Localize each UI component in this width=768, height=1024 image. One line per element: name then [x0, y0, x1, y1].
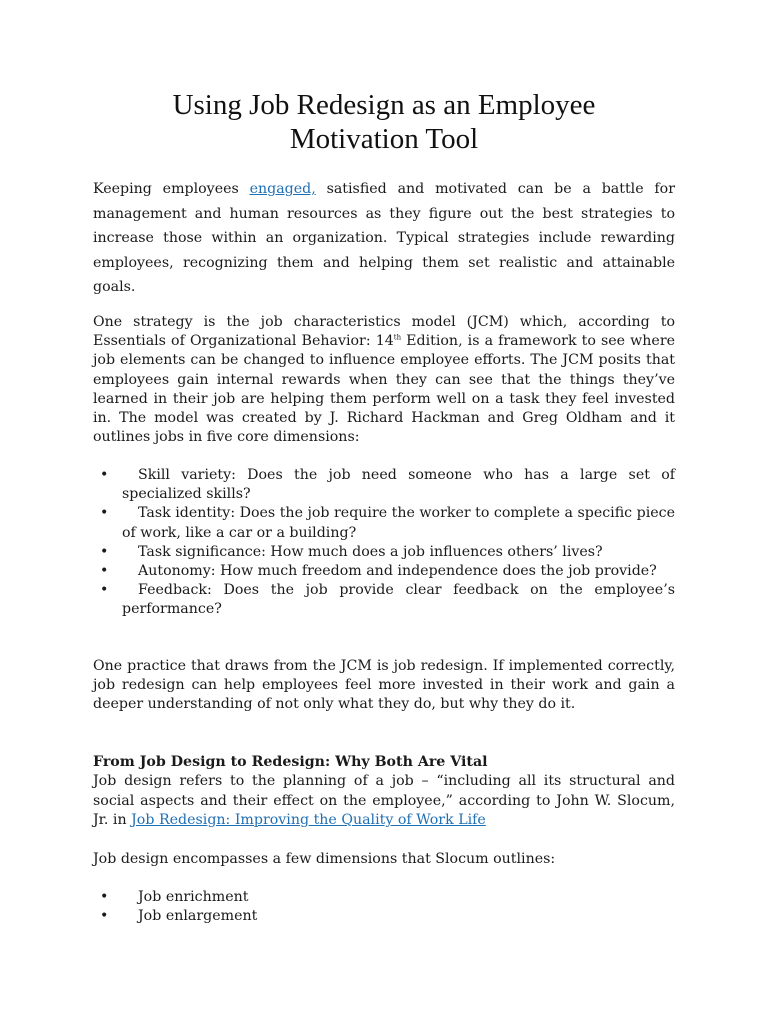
title-line-1: Using Job Redesign as an Employee — [172, 89, 596, 121]
list-item-text: Task identity: Does the job require the worker to complete a specific piece of work, like a car or a building? — [122, 505, 675, 541]
list-item — [93, 581, 675, 619]
jcm-paragraph — [93, 313, 675, 447]
bullet-icon: • — [100, 467, 109, 483]
title-line-2: Motivation Tool — [289, 123, 479, 155]
list-item — [93, 466, 675, 504]
bullet-icon: • — [100, 908, 109, 925]
list-item — [93, 888, 675, 907]
list-item-text: Job enrichment — [138, 889, 249, 905]
job-design-paragraph — [93, 772, 675, 831]
design-dimensions-list — [93, 888, 675, 926]
bullet-icon: • — [100, 563, 109, 580]
job-redesign-link[interactable]: Job Redesign: Improving the Quality of Work Life — [131, 812, 486, 829]
job-design-text: Job design refers to the planning of a job – “including all its structural and social aspects and their effect on the employee,” according to John W. Slocum, Jr. in — [93, 773, 675, 829]
list-item-text: Autonomy: How much freedom and independence does the job provide? — [138, 563, 657, 580]
edition-superscript: th — [393, 333, 402, 342]
jcm-text-end: Edition, is a framework to see where job elements can be changed to influence employee efforts. The JCM posits that employees gain internal rewards when they can see that the things they’ve learned in their job are helping them perform well on a task they feel invested in. The model was created by J. Richard Hackman and Greg Oldham and it outlines jobs in five core dimensions: — [93, 333, 676, 446]
bullet-icon: • — [100, 505, 109, 522]
intro-text-start: Keeping employees — [93, 181, 250, 197]
list-item-text: Skill variety: Does the job need someone who has a large set of specialized skills? — [122, 467, 675, 503]
list-item-text: Feedback: Does the job provide clear feedback on the employee’s performance? — [122, 582, 675, 618]
list-item-text: Task significance: How much does a job influences others’ lives? — [138, 543, 603, 560]
section-heading: From Job Design to Redesign: Why Both Are Vital — [93, 754, 488, 770]
core-dimensions-list — [93, 466, 675, 620]
engaged-link[interactable]: engaged, — [249, 181, 316, 197]
list-item — [93, 543, 675, 562]
list-item — [93, 907, 675, 926]
list-item — [93, 504, 675, 542]
list-item — [93, 562, 675, 581]
bullet-icon: • — [100, 543, 109, 560]
bullet-icon: • — [100, 889, 109, 905]
intro-text-end: satisfied and motivated can be a battle for management and human resources as they figure out the best strategies to increase those within an organization. Typical strategies include rewarding employees, recognizing them and helping them set realistic and attainable goals. — [93, 181, 675, 296]
bullet-icon: • — [100, 582, 109, 599]
intro-paragraph — [93, 177, 675, 300]
redesign-paragraph: One practice that draws from the JCM is job redesign. If implemented correctly, job redesign can help employees feel more invested in their work and gain a deeper understanding of not only what they do, but why they do it. — [93, 658, 675, 713]
dimensions-intro-paragraph: Job design encompasses a few dimensions that Slocum outlines: — [93, 851, 556, 867]
jcm-text-start: One strategy is the job characteristics model (JCM) which, according to Essentials of Organizational Behavior: 14 — [93, 314, 675, 350]
list-item-text: Job enlargement — [138, 908, 258, 925]
page-title — [93, 88, 675, 156]
